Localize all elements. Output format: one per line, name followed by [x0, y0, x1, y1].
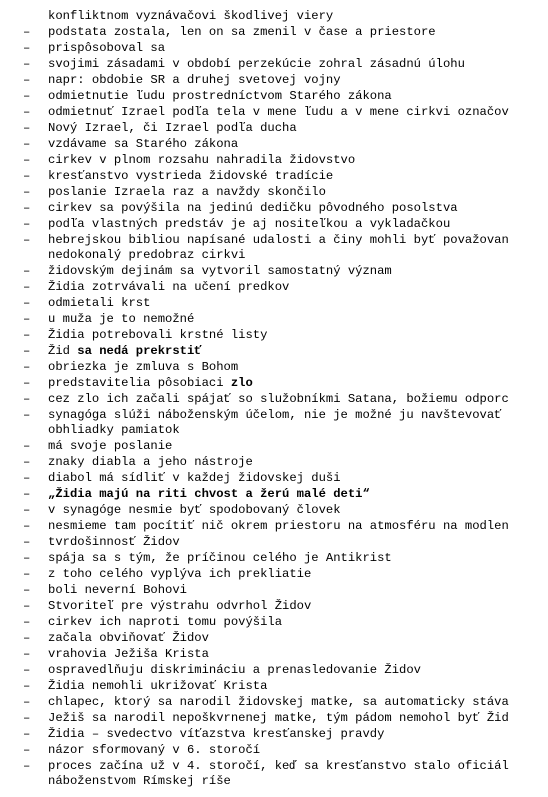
line-text [48, 566, 311, 582]
dash-marker: – [23, 439, 31, 453]
bullet-line [0, 598, 548, 614]
line-plain-text: Stvoriteľ pre výstrahu odvrhol Židov [48, 599, 312, 613]
line-plain-text: Nový Izrael, či Izrael podľa ducha [48, 121, 297, 135]
line-plain-text: vrahovia Ježiša Krista [48, 647, 209, 661]
line-plain-text: cirkev sa povýšila na jedinú dedičku pôvodného posolstva [48, 201, 458, 215]
line-text [48, 8, 333, 24]
line-plain-text: nesmieme tam pocítiť nič okrem priestoru na atmosféru na modlen [48, 519, 509, 533]
line-plain-text: v synagóge nesmie byť spodobovaný človek [48, 503, 341, 517]
line-plain-text: cirkev v plnom rozsahu nahradila židovstvo [48, 153, 356, 167]
line-plain-text: podľa vlastných predstáv je aj nositeľkou a vykladačkou [48, 217, 451, 231]
line-text [48, 359, 238, 375]
line-plain-text: náboženstvom Rímskej ríše [48, 774, 231, 788]
line-text [48, 56, 465, 72]
dash-marker: – [23, 519, 31, 533]
line-plain-text: tvrdošinnosť Židov [48, 535, 180, 549]
line-plain-text: Ježiš sa narodil nepoškvrnenej matke, tým pádom nemohol byť Žid [48, 711, 509, 725]
line-plain-text: poslanie Izraela raz a navždy skončilo [48, 185, 326, 199]
bullet-line [0, 454, 548, 470]
dash-marker: – [23, 743, 31, 757]
bullet-line [0, 407, 548, 423]
dash-marker: – [23, 296, 31, 310]
line-plain-text: nedokonalý predobraz cirkvi [48, 248, 246, 262]
dash-marker: – [23, 25, 31, 39]
line-plain-text: kresťanstvo vystrieda židovské tradície [48, 169, 334, 183]
line-text [48, 184, 326, 200]
line-text [48, 152, 355, 168]
line-plain-text: obhliadky pamiatok [48, 423, 180, 437]
line-plain-text: Židia potrebovali krstné listy [48, 328, 268, 342]
line-text [48, 88, 392, 104]
bullet-line [0, 502, 548, 518]
dash-marker: – [23, 185, 31, 199]
line-plain-text: názor sformovaný v 6. storočí [48, 743, 261, 757]
line-plain-text: predstavitelia pôsobiaci [48, 376, 231, 390]
dash-marker: – [23, 312, 31, 326]
bullet-line [0, 40, 548, 56]
line-text [48, 327, 267, 343]
line-plain-text: Židia – svedectvo víťazstva kresťanskej pravdy [48, 727, 385, 741]
line-text [48, 550, 392, 566]
line-plain-text: svojimi zásadami v období perzekúcie zohral zásadnú úlohu [48, 57, 465, 71]
bullet-line [0, 678, 548, 694]
line-text [48, 279, 289, 295]
dash-marker: – [23, 280, 31, 294]
line-text [48, 232, 509, 248]
line-plain-text: u muža je to nemožné [48, 312, 195, 326]
line-plain-text: odmietnuť Izrael podľa tela v mene ľudu a v mene cirkvi označov [48, 105, 509, 119]
dash-marker: – [23, 487, 31, 501]
line-plain-text: ospravedlňuju diskrimináciu a prenasledovanie Židov [48, 663, 421, 677]
bullet-line [0, 295, 548, 311]
bullet-line [0, 104, 548, 120]
dash-marker: – [23, 471, 31, 485]
line-text [48, 343, 202, 359]
line-text [48, 438, 172, 454]
line-bold-text: sa nedá prekrstiť [77, 344, 202, 358]
line-plain-text: obriezka je zmluva s Bohom [48, 360, 239, 374]
dash-marker: – [23, 567, 31, 581]
line-text [48, 534, 180, 550]
dash-marker: – [23, 408, 31, 422]
line-plain-text: vzdávame sa Starého zákona [48, 137, 239, 151]
bullet-line [0, 311, 548, 327]
bullet-line [0, 279, 548, 295]
line-text [48, 295, 150, 311]
line-text [48, 486, 370, 502]
bullet-line [0, 72, 548, 88]
line-plain-text: chlapec, ktorý sa narodil židovskej matke, sa automaticky stáva [48, 695, 509, 709]
line-text [48, 630, 209, 646]
bullet-line [0, 566, 548, 582]
dash-marker: – [23, 344, 31, 358]
line-plain-text: Židia nemohli ukrižovať Krista [48, 679, 268, 693]
line-plain-text: diabol má sídliť v každej židovskej duši [48, 471, 341, 485]
dash-marker: – [23, 153, 31, 167]
dash-marker: – [23, 711, 31, 725]
bullet-line [0, 470, 548, 486]
bullet-line [0, 136, 548, 152]
bullet-line [0, 152, 548, 168]
line-plain-text: prispôsoboval sa [48, 41, 166, 55]
dash-marker: – [23, 551, 31, 565]
bullet-line [0, 694, 548, 710]
dash-marker: – [23, 264, 31, 278]
dash-marker: – [23, 89, 31, 103]
dash-marker: – [23, 663, 31, 677]
line-text [48, 200, 458, 216]
line-plain-text: Židia zotrvávali na učení predkov [48, 280, 290, 294]
line-text [48, 168, 333, 184]
line-plain-text: proces začína už v 4. storočí, keď sa kresťanstvo stalo oficiál [48, 759, 509, 773]
line-text [48, 742, 260, 758]
bullet-line [0, 232, 548, 248]
bullet-line [0, 630, 548, 646]
dash-marker: – [23, 631, 31, 645]
line-text [48, 758, 509, 774]
bullet-line [0, 184, 548, 200]
bullet-line [0, 24, 548, 40]
line-text [48, 263, 392, 279]
line-plain-text: odmietnutie ľudu prostredníctvom Starého zákona [48, 89, 392, 103]
line-text [48, 598, 311, 614]
line-plain-text: cez zlo ich začali spájať so služobníkmi Satana, božiemu odporc [48, 392, 509, 406]
bullet-line [0, 263, 548, 279]
bullet-continuation-line [0, 423, 548, 438]
dash-marker: – [23, 201, 31, 215]
line-text [48, 774, 231, 789]
bullet-line [0, 710, 548, 726]
bullet-line [0, 758, 548, 774]
bullet-line [0, 391, 548, 407]
bullet-line [0, 120, 548, 136]
bullet-line [0, 550, 548, 566]
line-plain-text: spája sa s tým, že príčinou celého je Antikrist [48, 551, 392, 565]
line-text [48, 407, 501, 423]
line-plain-text: hebrejskou bibliou napísané udalosti a činy mohli byť považovan [48, 233, 509, 247]
dash-marker: – [23, 217, 31, 231]
bullet-line [0, 582, 548, 598]
bullet-line [0, 327, 548, 343]
line-text [48, 710, 509, 726]
dash-marker: – [23, 137, 31, 151]
line-text [48, 678, 267, 694]
dash-marker: – [23, 360, 31, 374]
line-text [48, 454, 253, 470]
line-plain-text: cirkev ich naproti tomu povýšila [48, 615, 283, 629]
line-plain-text: začala obviňovať Židov [48, 631, 209, 645]
dash-marker: – [23, 599, 31, 613]
bullet-line [0, 375, 548, 391]
line-bold-text: „Židia majú na riti chvost a žerú malé deti“ [48, 487, 370, 501]
line-plain-text: znaky diabla a jeho nástroje [48, 455, 253, 469]
bullet-line [0, 646, 548, 662]
dash-marker: – [23, 41, 31, 55]
dash-marker: – [23, 535, 31, 549]
dash-marker: – [23, 759, 31, 773]
dash-marker: – [23, 679, 31, 693]
line-text [48, 726, 384, 742]
dash-marker: – [23, 376, 31, 390]
dash-marker: – [23, 233, 31, 247]
line-text [48, 662, 421, 678]
bullet-continuation-line [0, 774, 548, 789]
bullet-line [0, 8, 548, 24]
dash-marker: – [23, 57, 31, 71]
line-text [48, 391, 509, 407]
dash-marker: – [23, 121, 31, 135]
line-text [48, 470, 341, 486]
bullet-continuation-line [0, 248, 548, 263]
line-plain-text: z toho celého vyplýva ich prekliatie [48, 567, 312, 581]
line-plain-text: Žid [48, 344, 78, 358]
dash-marker: – [23, 455, 31, 469]
line-plain-text: židovským dejinám sa vytvoril samostatný význam [48, 264, 392, 278]
dash-marker: – [23, 169, 31, 183]
line-text [48, 614, 282, 630]
dash-marker: – [23, 727, 31, 741]
bullet-line [0, 662, 548, 678]
line-text [48, 120, 297, 136]
line-plain-text: odmietali krst [48, 296, 151, 310]
bullet-line [0, 742, 548, 758]
line-text [48, 72, 341, 88]
line-plain-text: napr: obdobie SR a druhej svetovej vojny [48, 73, 341, 87]
bullet-line [0, 359, 548, 375]
line-text [48, 582, 187, 598]
line-text [48, 423, 180, 438]
bullet-line [0, 168, 548, 184]
line-text [48, 216, 450, 232]
bullet-line [0, 534, 548, 550]
line-text [48, 136, 238, 152]
bullet-line [0, 343, 548, 359]
line-bold-text: zlo [230, 376, 253, 390]
line-text [48, 518, 509, 534]
line-plain-text: podstata zostala, len on sa zmenil v čase a priestore [48, 25, 436, 39]
document-body [0, 8, 548, 789]
dash-marker: – [23, 73, 31, 87]
dash-marker: – [23, 615, 31, 629]
bullet-line [0, 614, 548, 630]
line-text [48, 646, 209, 662]
dash-marker: – [23, 583, 31, 597]
bullet-line [0, 438, 548, 454]
line-text [48, 502, 341, 518]
bullet-line [0, 726, 548, 742]
dash-marker: – [23, 392, 31, 406]
bullet-line [0, 88, 548, 104]
dash-marker: – [23, 105, 31, 119]
line-plain-text: konfliktnom vyznávačovi škodlivej viery [48, 9, 334, 23]
bullet-line [0, 216, 548, 232]
line-text [48, 24, 436, 40]
bullet-line [0, 200, 548, 216]
line-plain-text: synagóga slúži náboženským účelom, nie je možné ju navštevovať [48, 408, 502, 422]
dash-marker: – [23, 503, 31, 517]
line-plain-text: má svoje poslanie [48, 439, 173, 453]
dash-marker: – [23, 647, 31, 661]
line-text [48, 694, 509, 710]
bullet-line [0, 486, 548, 502]
dash-marker: – [23, 695, 31, 709]
line-text [48, 248, 245, 263]
line-text [48, 375, 253, 391]
line-text [48, 40, 165, 56]
bullet-line [0, 518, 548, 534]
bullet-line [0, 56, 548, 72]
line-plain-text: boli neverní Bohovi [48, 583, 187, 597]
dash-marker: – [23, 328, 31, 342]
line-text [48, 311, 194, 327]
line-text [48, 104, 509, 120]
